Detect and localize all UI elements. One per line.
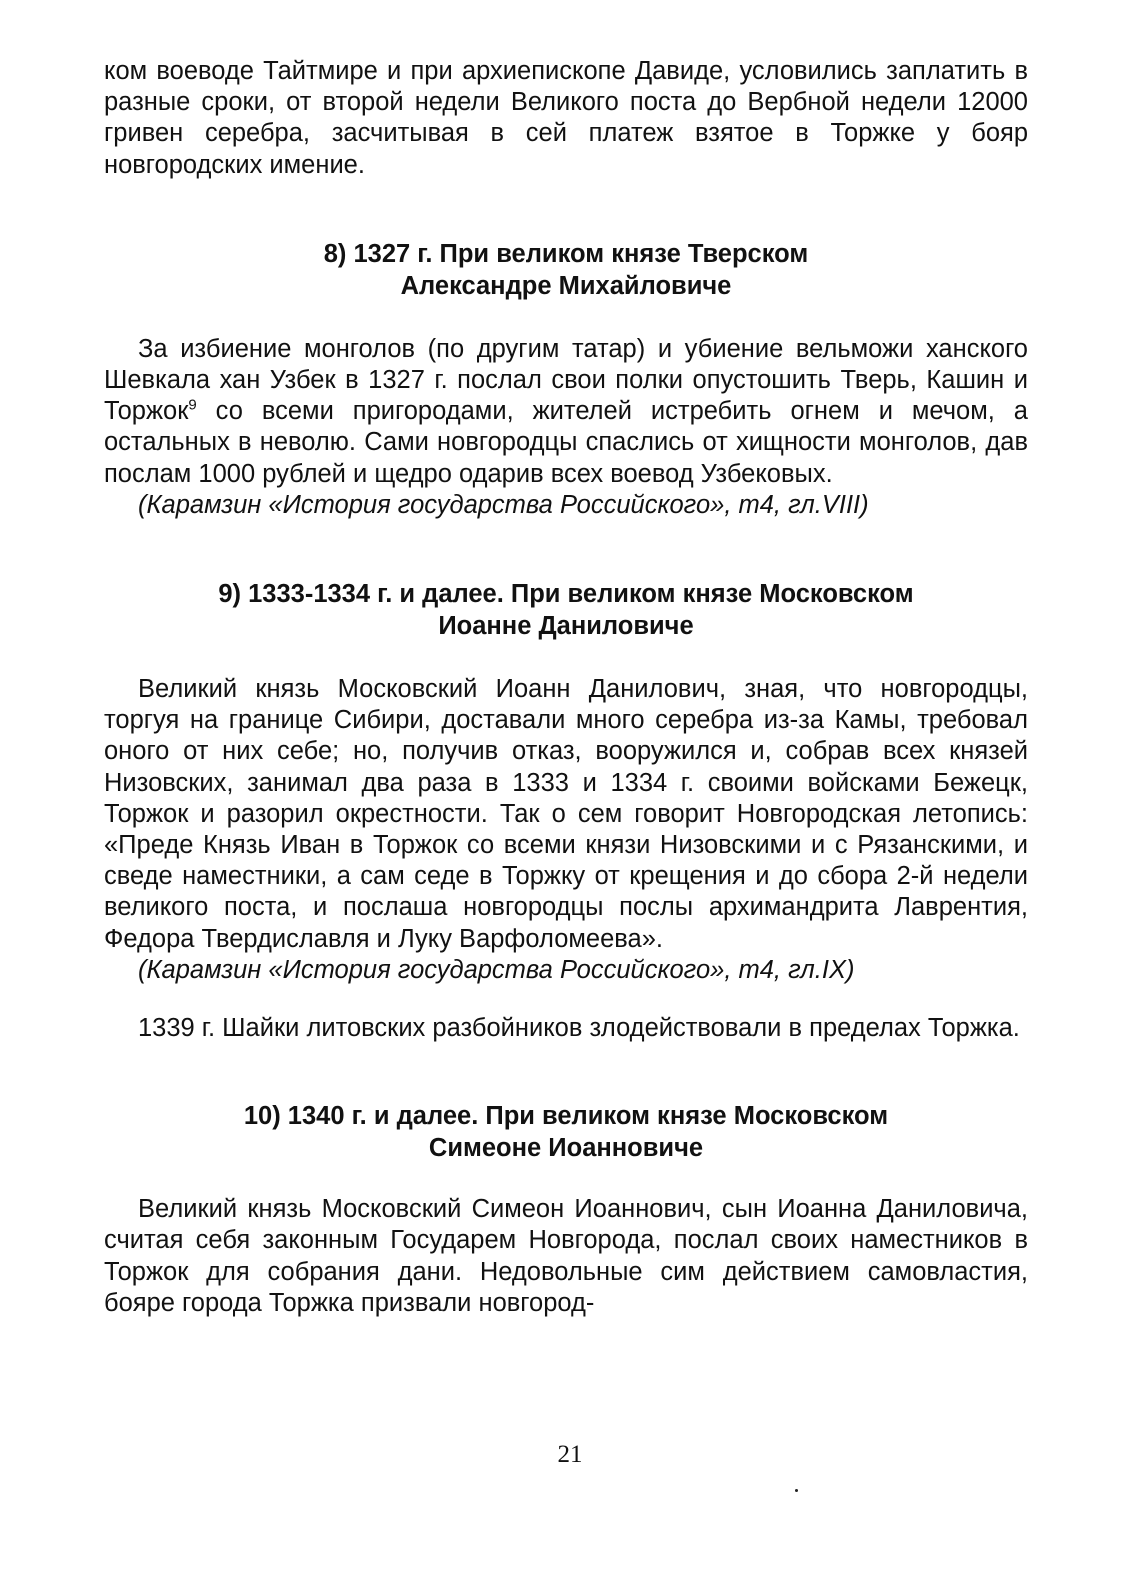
section-8-paragraph [104,334,1028,490]
section-9-paragraph [104,674,1028,955]
section-8-heading [104,238,1028,302]
section-10-heading [104,1100,1028,1164]
section-8-heading-line-2: Александре Михайловиче [400,271,732,300]
section-10-paragraph-text: Великий князь Московский Симеон Иоаннович, сын Иоанна Даниловича, считая себя законным Государем Новгорода, послал своих наместников в Торжок для собрания дани. Недовольные сим действием самовластия, бояре города Торжка призвали новгород- [104,1195,1028,1317]
section-9-heading-line-1: 9) 1333-1334 г. и далее. При великом князе Московском [218,580,914,609]
section-10-heading-line-1: 10) 1340 г. и далее. При великом князе Московском [243,1102,889,1131]
section-9-heading-line-2: Иоанне Даниловиче [438,612,694,641]
section-9-paragraph-text: Великий князь Московский Иоанн Данилович, зная, что новгородцы, торгуя на границе Сибири, доставали много серебра из-за Камы, требовал оного от них себе; но, получив отказ, вооружился и, собрав всех князей Низовских, занимал два раза в 1333 и 1334 г. своими войсками Бежецк, Торжок и разорил окрестности. Так о сем говорит Новгородская летопись: «Преде Князь Иван в Торжок со всеми князи Низовскими и с Рязанскими, и сведе наместники, а сам седе в Торжку от крещения и до сбора 2-й недели великого поста, и послаша новгородцы послы архимандрита Лаврентия, Федора Твердиславля и Луку Варфоломеева». [104,675,1028,953]
note-1339-text: 1339 г. Шайки литовских разбойников злодействовали в пределах Торжка. [138,1014,1020,1043]
section-8-paragraph-part-1: За избиение монголов (по другим татар) и убиение вельможи ханского Шевкала хан Узбек в 1327 г. послал свои полки опустошить Тверь, Кашин и Торжок [104,334,1028,426]
note-1339-paragraph [104,1013,1028,1044]
section-9-heading [104,578,1028,642]
section-10-paragraph [104,1194,1028,1319]
document-page [104,56,1028,1319]
section-9-citation-text: (Карамзин «История государства Российского», т4, гл.IX) [138,955,855,984]
page-number: 21 [557,1441,583,1468]
section-8-heading-line-1: 8) 1327 г. При великом князе Тверском [323,239,809,268]
footnote-marker: 9 [188,396,197,414]
section-8-citation [104,490,1028,521]
intro-paragraph [104,56,1028,181]
section-9-citation [104,955,1028,986]
scan-speck [795,1489,798,1492]
section-8-citation-text: (Карамзин «История государства Российского», т4, гл.VIII) [138,490,869,519]
intro-paragraph-text: ком воеводе Тайтмире и при архиепископе Давиде, условились заплатить в разные сроки, от второй недели Великого поста до Вербной недели 12000 гривен серебра, засчитывая в сей платеж взятое в Торжке у бояр новгородских имение. [104,57,1028,179]
section-10-heading-line-2: Симеоне Иоанновиче [428,1134,704,1163]
section-8-paragraph-part-2: со всеми пригородами, жителей истребить огнем и мечом, а остальных в неволю. Сами новгородцы спаслись от хищности монголов, дав послам 1000 рублей и щедро одарив всех воевод Узбековых. [104,397,1028,488]
